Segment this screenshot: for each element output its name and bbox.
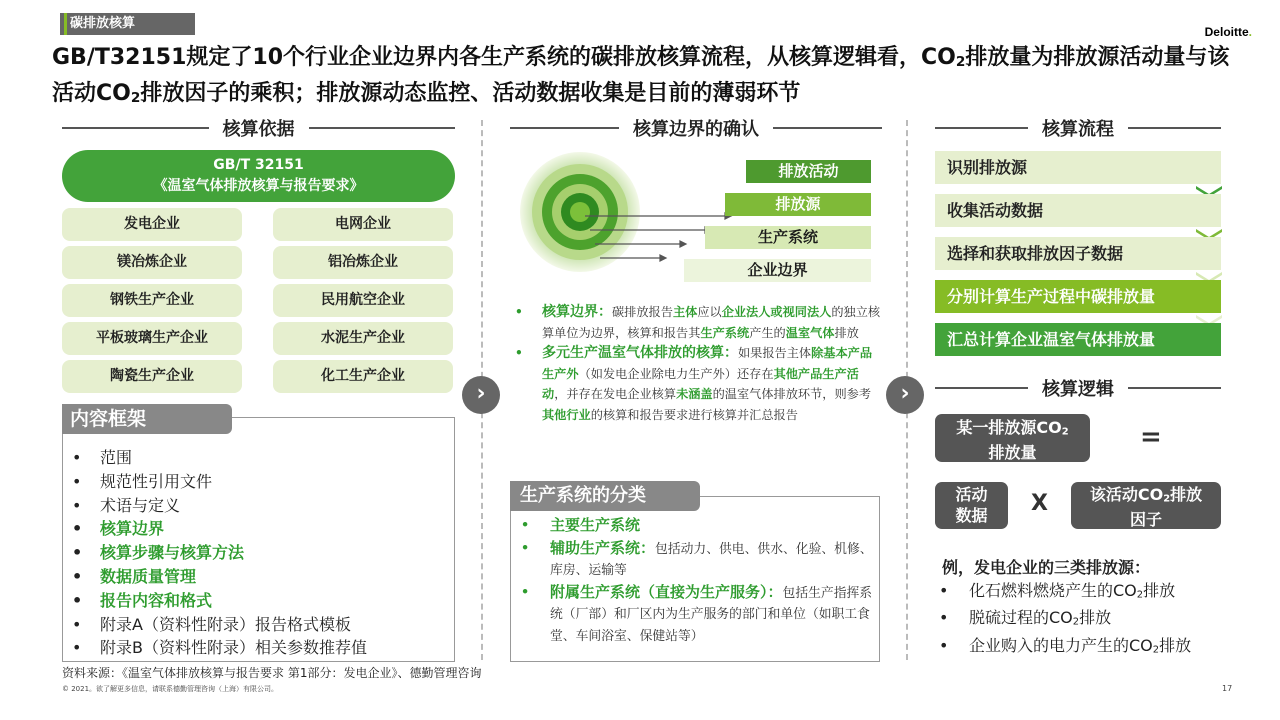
process-step: 识别排放源 bbox=[935, 151, 1221, 184]
process-step: 汇总计算企业温室气体排放量 bbox=[935, 323, 1221, 356]
list-item: • 企业购入的电力产生的$CO_2$排放 bbox=[937, 634, 1191, 661]
page-number: 17 bbox=[1222, 684, 1233, 693]
industry-item: 镁冶炼企业 bbox=[62, 246, 242, 279]
activity-data-box: 活动 数据 bbox=[935, 482, 1008, 529]
standard-name: 《温室气体排放核算与报告要求》 bbox=[153, 178, 364, 194]
industry-item: 平板玻璃生产企业 bbox=[62, 322, 242, 355]
framework-list bbox=[72, 446, 452, 660]
copyright: © 2021。欲了解更多信息，请联系德勤管理咨询（上海）有限公司。 bbox=[62, 685, 279, 693]
list-item: • 报告内容和格式 bbox=[72, 589, 452, 613]
list-item: • 辅助生产系统：包括动力、供电、供水、化验、机修、库房、运输等 bbox=[518, 538, 874, 582]
multiply-sign: X bbox=[1031, 491, 1048, 516]
industry-item: 发电企业 bbox=[62, 208, 242, 241]
bar-emission-source: 排放源 bbox=[725, 193, 871, 216]
list-item: • 数据质量管理 bbox=[72, 565, 452, 589]
example-title: 例，发电企业的三类排放源： bbox=[942, 558, 1151, 577]
process-heading: 核算流程 bbox=[935, 116, 1221, 140]
logic-heading: 核算逻辑 bbox=[935, 376, 1221, 400]
bar-emission-activity: 排放活动 bbox=[746, 160, 871, 183]
list-item: • 附属生产系统（直接为生产服务）：包括生产指挥系统（厂部）和厂区内为生产服务的部门和单位（如职工食堂、车间浴室、保健站等） bbox=[518, 582, 874, 648]
note-multi-production: • 多元生产温室气体排放的核算：如果报告主体除基本产品生产外（如发电企业除电力生产外）还存在其他产品生产活动，并存在发电企业核算未涵盖的温室气体排放环节，则参考其他行业的核算和报告要求进行核算并汇总报告 bbox=[512, 343, 882, 425]
industry-item: 化工生产企业 bbox=[273, 360, 453, 393]
page-title: GB/T32151规定了10个行业企业边界内各生产系统的碳排放核算流程，从核算逻辑看，$CO_2$排放量为排放源活动量与该活动$CO_2$排放因子的乘积；排放源动态监控、活动数据收集是目前的薄弱环节 bbox=[52, 45, 1230, 107]
framework-title: 内容框架 bbox=[62, 404, 232, 434]
emission-amount-box: 某一排放源$CO_2$ 排放量 bbox=[935, 414, 1090, 462]
standard-code: GB/T 32151 bbox=[213, 157, 304, 173]
list-item: • 附录B（资料性附录）相关参数推荐值 bbox=[72, 636, 452, 660]
industry-item: 电网企业 bbox=[273, 208, 453, 241]
list-item: • 脱硫过程的$CO_2$排放 bbox=[937, 606, 1191, 633]
process-step: 收集活动数据 bbox=[935, 194, 1221, 227]
process-step: 分别计算生产过程中碳排放量 bbox=[935, 280, 1221, 313]
example-list bbox=[937, 579, 1191, 661]
production-class-title: 生产系统的分类 bbox=[510, 481, 700, 511]
industry-item: 陶瓷生产企业 bbox=[62, 360, 242, 393]
list-item: • 主要生产系统 bbox=[518, 515, 874, 538]
bar-enterprise-boundary: 企业边界 bbox=[684, 259, 871, 282]
process-step: 选择和获取排放因子数据 bbox=[935, 237, 1221, 270]
chevron-right-icon: › bbox=[886, 376, 924, 414]
industry-item: 民用航空企业 bbox=[273, 284, 453, 317]
list-item: • 规范性引用文件 bbox=[72, 470, 452, 494]
source-note: 资料来源：《温室气体排放核算与报告要求 第1部分：发电企业》、德勤管理咨询 bbox=[62, 666, 482, 680]
bar-production-system: 生产系统 bbox=[705, 226, 871, 249]
list-item: • 核算边界 bbox=[72, 517, 452, 541]
emission-factor-box: 该活动$CO_2$排放 因子 bbox=[1071, 482, 1221, 529]
industry-item: 铝冶炼企业 bbox=[273, 246, 453, 279]
equals-sign: = bbox=[1140, 422, 1162, 452]
chevron-right-icon: › bbox=[462, 376, 500, 414]
boundary-heading: 核算边界的确认 bbox=[510, 116, 882, 140]
boundary-notes bbox=[512, 302, 882, 425]
list-item: • 附录A（资料性附录）报告格式模板 bbox=[72, 613, 452, 637]
note-boundary: • 核算边界：碳排放报告主体应以企业法人或视同法人的独立核算单位为边界，核算和报告其生产系统产生的温室气体排放 bbox=[512, 302, 882, 343]
production-class-list bbox=[518, 515, 874, 647]
list-item: • 核算步骤与核算方法 bbox=[72, 541, 452, 565]
list-item: • 范围 bbox=[72, 446, 452, 470]
list-item: • 术语与定义 bbox=[72, 494, 452, 518]
industry-item: 水泥生产企业 bbox=[273, 322, 453, 355]
section-tag: 碳排放核算 bbox=[60, 13, 195, 35]
list-item: • 化石燃料燃烧产生的$CO_2$排放 bbox=[937, 579, 1191, 606]
industry-item: 钢铁生产企业 bbox=[62, 284, 242, 317]
deloitte-logo: Deloitte. bbox=[1204, 25, 1252, 39]
basis-heading: 核算依据 bbox=[62, 116, 455, 140]
standard-pill bbox=[62, 150, 455, 202]
